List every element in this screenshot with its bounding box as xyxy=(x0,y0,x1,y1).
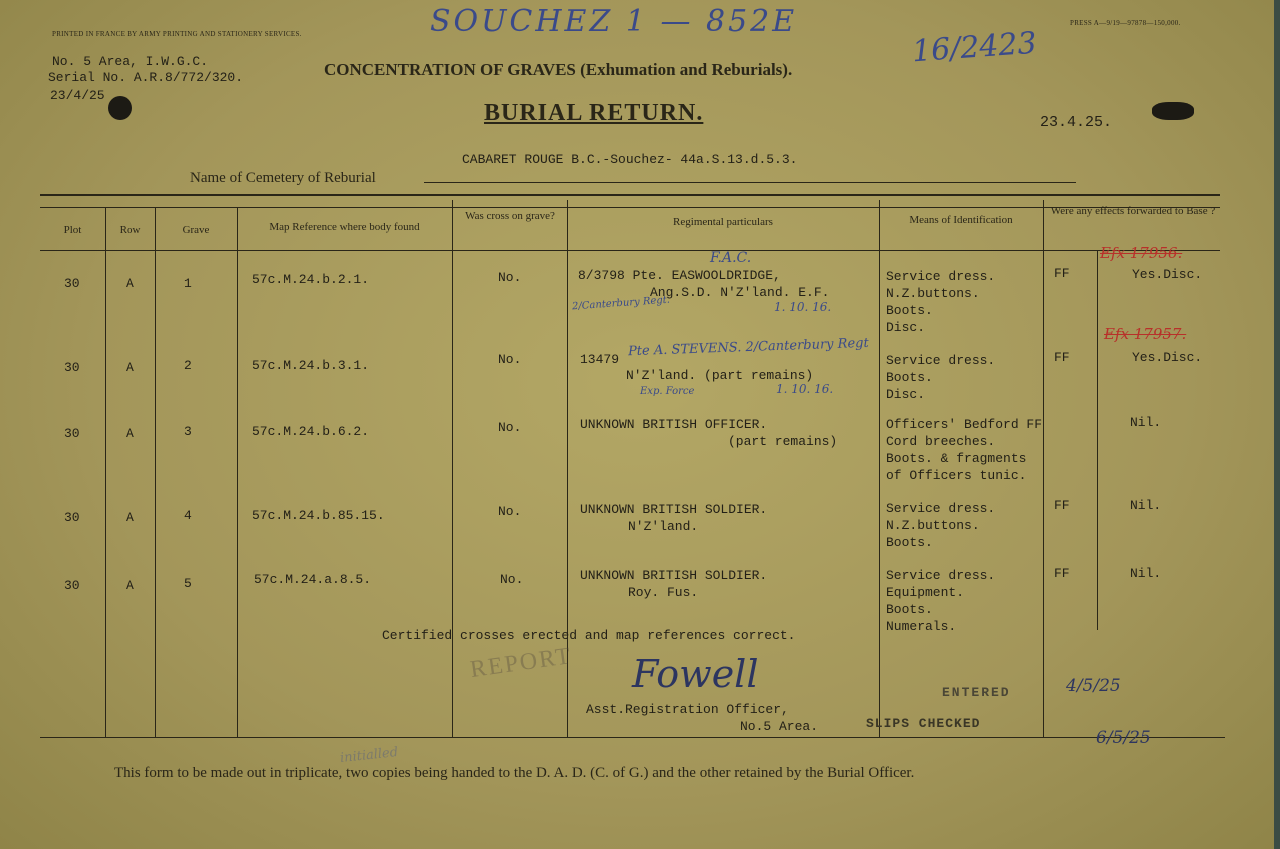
means-line: Disc. xyxy=(886,387,926,402)
scan-edge xyxy=(1274,0,1280,849)
means-cell xyxy=(886,500,995,551)
map-ref-cell: 57c.M.24.b.6.2. xyxy=(252,424,370,439)
grave-cell: 5 xyxy=(184,576,192,591)
ff-cell: FF xyxy=(1054,498,1070,513)
ff-cell: FF xyxy=(1054,566,1070,581)
effects-note: Efx 17956. xyxy=(1100,244,1183,262)
ff-cell: FF xyxy=(1054,266,1070,281)
initials-date: 4/5/25 xyxy=(1066,676,1121,696)
col-effects: Were any effects forwarded to Base ? xyxy=(1050,205,1216,217)
grave-cell: 4 xyxy=(184,508,192,523)
means-line: Boots. & fragments xyxy=(886,451,1027,466)
means-line: N.Z.buttons. xyxy=(886,286,980,301)
map-ref-cell: 57c.M.24.b.85.15. xyxy=(252,508,385,523)
instructions-note: This form to be made out in triplicate, two copies being handed to the D. A. D. (C. of G.) and the other retained by the Burial Officer. xyxy=(114,765,915,781)
serial-number: Serial No. A.R.8/772/320. xyxy=(48,70,244,85)
reg-line: N'Z'land. xyxy=(628,519,699,534)
slips-checked-stamp: SLIPS CHECKED xyxy=(866,716,981,731)
means-line: Boots. xyxy=(886,303,933,318)
reg-handwritten: 2/Canterbury Regt. xyxy=(571,294,671,313)
handwritten-number: 16/2423 xyxy=(910,25,1038,70)
means-line: Service dress. xyxy=(886,568,996,583)
col-row: Row xyxy=(119,224,141,236)
means-line: Disc. xyxy=(886,320,926,335)
means-line: Service dress. xyxy=(886,501,996,516)
col-divider xyxy=(879,200,880,737)
means-line: Service dress. xyxy=(886,353,996,368)
col-divider xyxy=(1043,200,1044,737)
reg-line: UNKNOWN BRITISH SOLDIER. xyxy=(580,502,768,517)
plot-cell: 30 xyxy=(64,360,80,375)
cross-cell: No. xyxy=(498,352,522,367)
col-divider xyxy=(105,207,106,737)
means-line: Equipment. xyxy=(886,585,965,600)
plot-cell: 30 xyxy=(64,578,80,593)
means-cell xyxy=(886,416,1042,484)
reg-line: Ang.S.D. N'Z'land. E.F. xyxy=(650,285,830,300)
cross-cell: No. xyxy=(500,572,524,587)
date-right: 23.4.25. xyxy=(1040,114,1113,131)
reg-handwritten: 1. 10. 16. xyxy=(776,382,834,396)
table-bottom-border xyxy=(40,737,1225,738)
cross-cell: No. xyxy=(498,270,522,285)
means-line: Officers' Bedford FF xyxy=(886,417,1043,432)
grave-cell: 1 xyxy=(184,276,192,291)
col-divider xyxy=(237,207,238,737)
reg-line: UNKNOWN BRITISH OFFICER. xyxy=(580,417,768,432)
entered-stamp: ENTERED xyxy=(942,685,1011,700)
means-cell xyxy=(886,567,995,635)
reg-line: Roy. Fus. xyxy=(628,585,699,600)
reg-handwritten: F.A.C. xyxy=(710,250,752,266)
reg-handwritten: Exp. Force xyxy=(640,386,695,397)
reg-handwritten: Pte A. STEVENS. 2/Canterbury Regt xyxy=(627,335,869,360)
means-line: Numerals. xyxy=(886,619,957,634)
officer-area: No.5 Area. xyxy=(740,719,819,734)
effects-note: Efx 17957. xyxy=(1104,325,1187,343)
effects-cell: Yes.Disc. xyxy=(1132,350,1203,365)
means-line: Cord breeches. xyxy=(886,434,996,449)
report-stamp: REPORT xyxy=(468,642,574,684)
means-line: Boots. xyxy=(886,535,933,550)
cross-cell: No. xyxy=(498,420,522,435)
cemetery-underline xyxy=(424,182,1076,183)
form-heading: CONCENTRATION OF GRAVES (Exhumation and Reburials). xyxy=(324,60,793,79)
ink-blot xyxy=(108,96,132,120)
ff-cell: FF xyxy=(1054,350,1070,365)
effects-cell: Nil. xyxy=(1130,498,1162,513)
officer-title: Asst.Registration Officer, xyxy=(586,702,789,717)
plot-cell: 30 xyxy=(64,426,80,441)
col-grave: Grave xyxy=(182,224,210,236)
map-ref-cell: 57c.M.24.b.3.1. xyxy=(252,358,370,373)
col-divider xyxy=(1097,250,1098,630)
reg-line: 8/3798 Pte. EASWOOLDRIDGE, xyxy=(578,268,781,283)
col-regimental: Regimental particulars xyxy=(673,216,773,228)
page-title: BURIAL RETURN. xyxy=(484,100,704,126)
row-cell: A xyxy=(126,510,134,525)
effects-cell: Nil. xyxy=(1130,415,1162,430)
col-identification: Means of Identification xyxy=(909,214,1013,226)
means-line: Service dress. xyxy=(886,269,996,284)
table-top-border xyxy=(40,194,1220,196)
handwritten-ref: SOUCHEZ 1 — 852E xyxy=(430,4,798,39)
map-ref-cell: 57c.M.24.a.8.5. xyxy=(254,572,372,587)
grave-cell: 3 xyxy=(184,424,192,439)
reg-line: 13479 xyxy=(580,352,620,367)
reg-line: UNKNOWN BRITISH SOLDIER. xyxy=(580,568,768,583)
row-cell: A xyxy=(126,360,134,375)
reg-line: (part remains) xyxy=(728,434,838,449)
date-left: 23/4/25 xyxy=(50,88,105,103)
col-divider xyxy=(452,200,453,737)
row-cell: A xyxy=(126,578,134,593)
col-map-reference: Map Reference where body found xyxy=(269,221,420,233)
map-ref-cell: 57c.M.24.b.2.1. xyxy=(252,272,370,287)
col-cross: Was cross on grave? xyxy=(465,210,555,222)
col-divider xyxy=(155,207,156,737)
cross-cell: No. xyxy=(498,504,522,519)
means-line: Boots. xyxy=(886,602,933,617)
grave-cell: 2 xyxy=(184,358,192,373)
area-label: No. 5 Area, I.W.G.C. xyxy=(52,54,209,69)
cemetery-label: Name of Cemetery of Reburial xyxy=(190,170,376,186)
reg-handwritten: 1. 10. 16. xyxy=(774,300,832,314)
means-line: Boots. xyxy=(886,370,933,385)
press-note: PRESS A—9/19—97878—150,000. xyxy=(1070,19,1181,27)
effects-cell: Yes.Disc. xyxy=(1132,267,1203,282)
means-line: of Officers tunic. xyxy=(886,468,1027,483)
initials-date: 6/5/25 xyxy=(1096,728,1151,748)
ink-blot-right xyxy=(1152,102,1194,120)
cemetery-name: CABARET ROUGE B.C.-Souchez- 44a.S.13.d.5.3. xyxy=(462,152,798,167)
signature: Fowell xyxy=(632,652,759,696)
plot-cell: 30 xyxy=(64,276,80,291)
reg-line: N'Z'land. (part remains) xyxy=(626,368,814,383)
effects-cell: Nil. xyxy=(1130,566,1162,581)
plot-cell: 30 xyxy=(64,510,80,525)
row-cell: A xyxy=(126,276,134,291)
printer-note: PRINTED IN FRANCE BY ARMY PRINTING AND STATIONERY SERVICES. xyxy=(52,30,302,38)
row-cell: A xyxy=(126,426,134,441)
initialled-stamp: initialled xyxy=(339,745,399,766)
means-line: N.Z.buttons. xyxy=(886,518,980,533)
means-cell xyxy=(886,268,995,336)
col-plot: Plot xyxy=(63,224,82,236)
means-cell xyxy=(886,352,995,403)
certification: Certified crosses erected and map references correct. xyxy=(382,628,796,643)
